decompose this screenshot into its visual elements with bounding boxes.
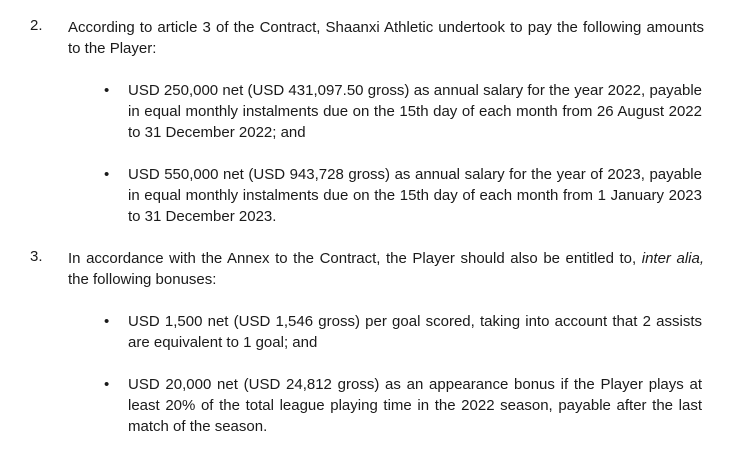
bullet-text: USD 550,000 net (USD 943,728 gross) as annual salary for the year of 2023, payable in equal monthly instalments due on the 15th day of each month from 1 January 2023 to 31 December 2023. [128,166,702,225]
bullet-text: USD 20,000 net (USD 24,812 gross) as an appearance bonus if the Player plays at least 20% of the total league playing time in the 2022 season, payable after the last match of the season. [128,376,702,435]
bullet-icon: • [104,313,110,330]
bullet-icon: • [104,376,110,393]
bullet-text: USD 250,000 net (USD 431,097.50 gross) as annual salary for the year 2022, payable in equal monthly instalments due on the 15th day of each month from 26 August 2022 to 31 December 2022; and [128,82,702,141]
paragraph-number: 3. [30,248,43,265]
bullet-icon: • [104,82,110,99]
paragraph-text [68,248,704,290]
bullet-text: USD 1,500 net (USD 1,546 gross) per goal scored, taking into account that 2 assists are equivalent to 1 goal; and [128,313,702,351]
paragraph-text: According to article 3 of the Contract, Shaanxi Athletic undertook to pay the following amounts to the Player: [68,19,704,57]
bullet-icon: • [104,166,110,183]
paragraph-text-italic: inter alia, [641,250,704,267]
paragraph-text-after: the following bonuses: [68,271,217,288]
paragraph-text-before: In accordance with the Annex to the Contract, the Player should also be entitled to, [68,250,642,267]
paragraph-number: 2. [30,17,43,34]
